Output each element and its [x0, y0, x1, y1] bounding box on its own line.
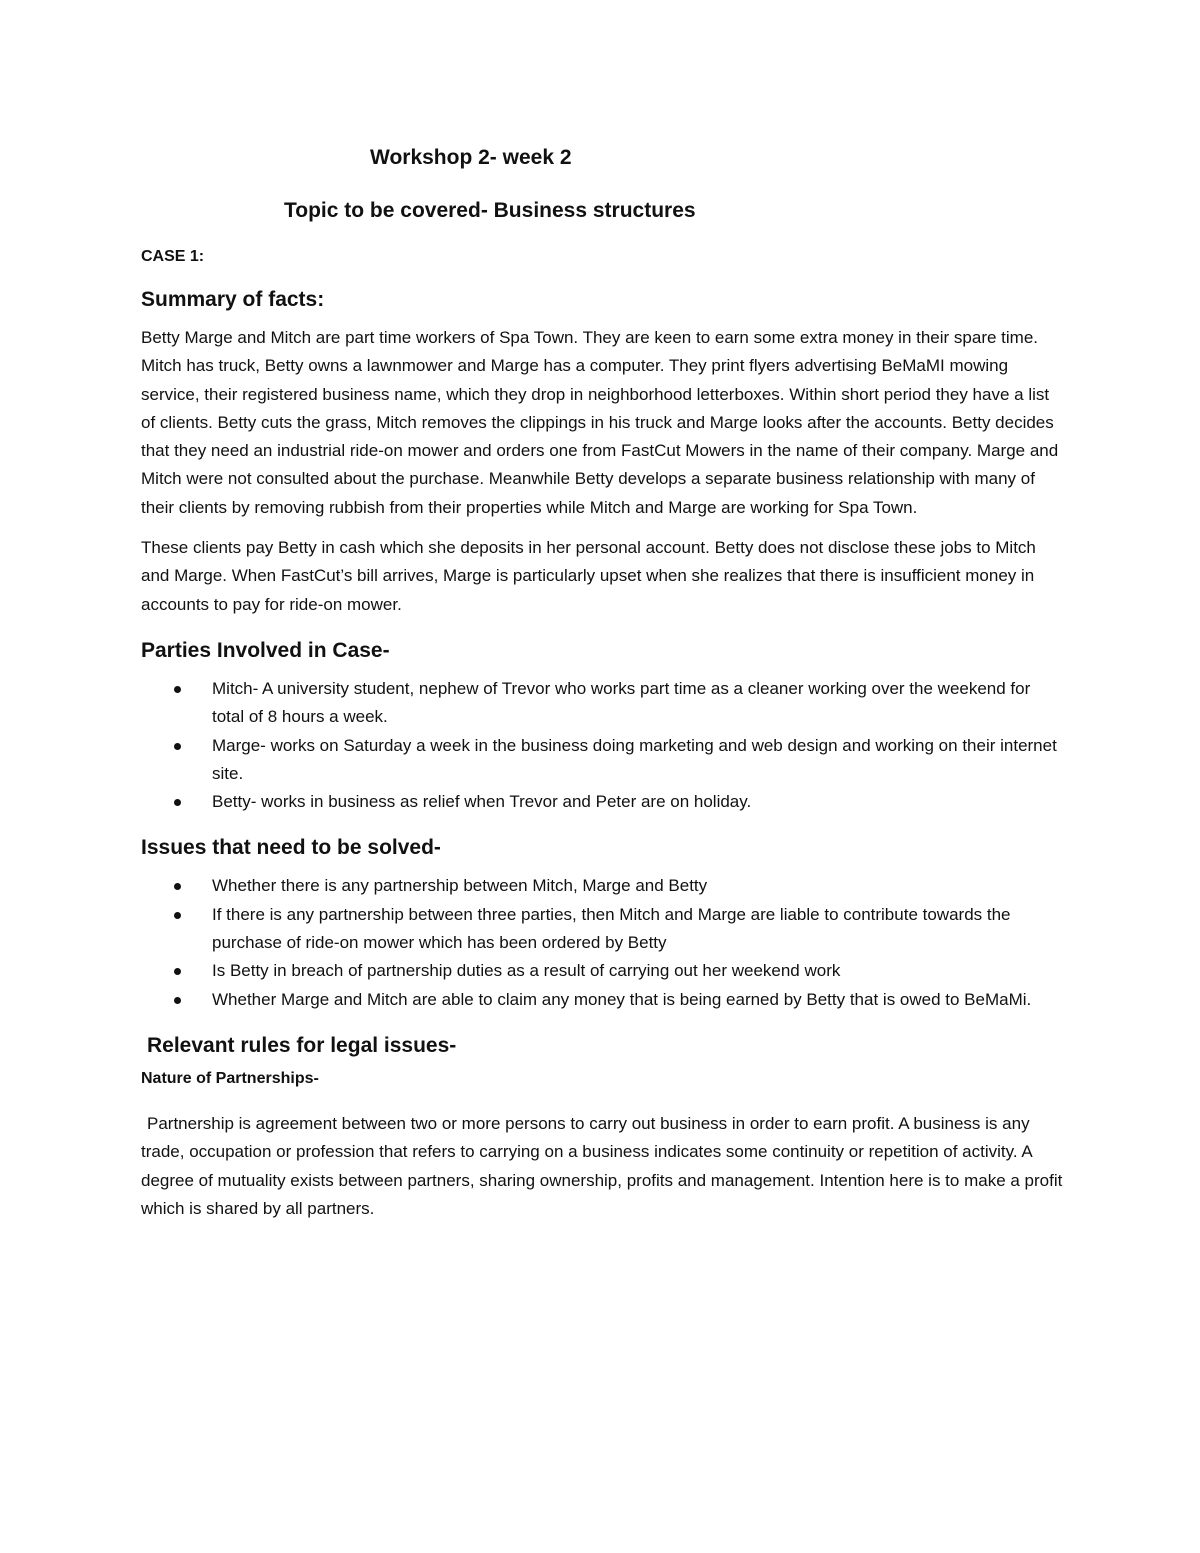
parties-item-text: Mitch- A university student, nephew of Trevor who works part time as a cleaner working over the weekend for total of 8 hours a week. [212, 678, 1031, 727]
bullet-icon [174, 686, 181, 693]
issues-list-item [141, 957, 1063, 985]
document-title: Workshop 2- week 2 [370, 146, 572, 169]
issues-item-text: Whether Marge and Mitch are able to claim any money that is being earned by Betty that is owed to BeMaMi. [212, 989, 1032, 1009]
bullet-icon [174, 912, 181, 919]
parties-list [141, 675, 1063, 816]
issues-item-text: Whether there is any partnership between Mitch, Marge and Betty [212, 876, 708, 896]
bullet-icon [174, 883, 181, 890]
rules-paragraph: Partnership is agreement between two or more persons to carry out business in order to earn profit. A business is any trade, occupation or profession that refers to carrying on a business indicates some continuity or repetition of activity. A degree of mutuality exists between partners, sharing ownership, profits and management. Intention here is to make a profit which is shared by all partners. [141, 1113, 1063, 1218]
parties-list-item [141, 732, 1063, 789]
parties-list-item [141, 788, 1063, 816]
rules-heading: Relevant rules for legal issues- [147, 1033, 457, 1057]
bullet-icon [174, 799, 181, 806]
issues-list-item [141, 986, 1063, 1014]
bullet-icon [174, 968, 181, 975]
issues-item-text: Is Betty in breach of partnership duties as a result of carrying out her weekend work [212, 961, 841, 981]
parties-item-text: Marge- works on Saturday a week in the business doing marketing and web design and working on their internet site. [212, 735, 1057, 783]
document-body [141, 248, 1063, 1235]
issues-heading: Issues that need to be solved- [141, 836, 441, 860]
document-subtitle: Topic to be covered- Business structures [284, 199, 696, 222]
rules-subheading: Nature of Partnerships- [141, 1069, 319, 1087]
parties-heading: Parties Involved in Case- [141, 638, 390, 662]
issues-item-text: If there is any partnership between three parties, then Mitch and Marge are liable to contribute towards the purchase of ride-on mower which has been ordered by Betty [212, 904, 1011, 953]
issues-list-item [141, 901, 1063, 958]
parties-list-item [141, 675, 1063, 732]
parties-item-text: Betty- works in business as relief when Trevor and Peter are on holiday. [212, 792, 752, 812]
case-label: CASE 1: [141, 248, 205, 265]
issues-list-item [141, 872, 1063, 900]
summary-heading: Summary of facts: [141, 288, 325, 311]
issues-list [141, 872, 1063, 1013]
bullet-icon [174, 997, 181, 1004]
bullet-icon [174, 743, 181, 750]
summary-paragraph-1: Betty Marge and Mitch are part time workers of Spa Town. They are keen to earn some extra money in their spare time. Mitch has truck, Betty owns a lawnmower and Marge has a computer. They print flyers advertising BeMaMI mowing service, their registered business name, which they drop in neighborhood letterboxes. Within short period they have a list of clients. Betty cuts the grass, Mitch removes the clippings in his truck and Marge looks after the accounts. Betty decides that they need an industrial ride-on mower and orders one from FastCut Mowers in the name of their company. Marge and Mitch were not consulted about the purchase. Meanwhile Betty develops a separate business relationship with many of their clients by removing rubbish from their properties while Mitch and Marge are working for Spa Town. [141, 328, 1059, 517]
summary-paragraph-2: These clients pay Betty in cash which she deposits in her personal account. Betty does not disclose these jobs to Mitch and Marge. When FastCut’s bill arrives, Marge is particularly upset when she realizes that there is insufficient money in accounts to pay for ride-on mower. [141, 538, 1036, 614]
